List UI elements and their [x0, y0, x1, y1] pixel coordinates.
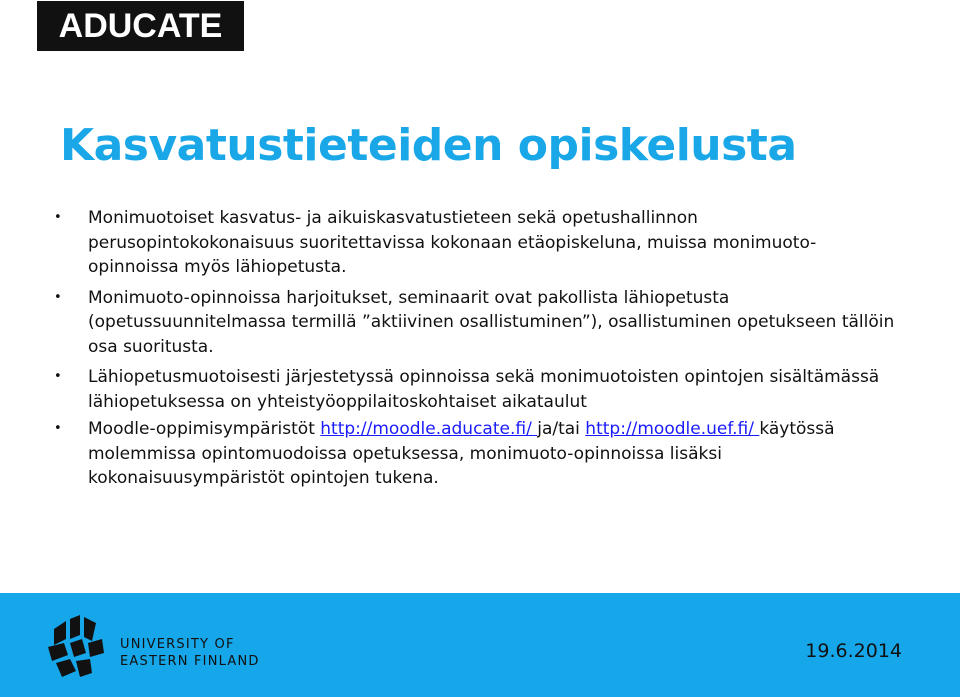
bullet-dot-icon: • [54, 421, 62, 436]
footer-bar [0, 593, 960, 697]
bullet-text-suffix: käytössä molemmissa opintomuodoissa opetuksessa, monimuoto-opinnoissa lisäksi kokonaisuusympäristöt opintojen tukena. [88, 419, 835, 488]
bullet-dot-icon: • [54, 369, 62, 384]
bullet-dot-icon: • [54, 210, 62, 225]
bullet-item [50, 417, 900, 491]
slide-date: 19.6.2014 [805, 640, 902, 662]
bullet-text: Monimuoto-opinnoissa harjoitukset, seminaarit ovat pakollista lähiopetusta (opetussuunnitelmassa termillä ”aktiivinen osallistuminen”), osallistuminen opetukseen tällöin osa suoritusta. [88, 287, 895, 357]
bullet-item [50, 286, 900, 360]
moodle-aducate-link[interactable]: http://moodle.aducate.fi/ [320, 419, 538, 439]
university-name-line2: EASTERN FINLAND [120, 654, 260, 669]
university-name-line1: UNIVERSITY OF [120, 637, 235, 652]
bullet-item [50, 206, 900, 280]
bullet-text: Monimuotoiset kasvatus- ja aikuiskasvatustieteen sekä opetushallinnon perusopintokokonaisuus suoritettavissa kokonaan etäopiskeluna, muissa monimuoto-opinnoissa myös lähiopetusta. [88, 208, 817, 277]
aducate-logo [37, 1, 244, 51]
aducate-logo-text: ADUCATE [58, 7, 223, 45]
bullet-text-prefix: Moodle-oppimisympäristöt [88, 419, 321, 439]
uef-logo-icon [46, 615, 108, 679]
bullet-text-middle: ja/tai [537, 419, 586, 439]
slide-title: Kasvatustieteiden opiskelusta [60, 120, 797, 171]
bullet-item [50, 365, 900, 414]
bullet-dot-icon: • [54, 289, 62, 305]
bullet-text: Lähiopetusmuotoisesti järjestetyssä opinnoissa sekä monimuotoisten opintojen sisältämässä lähiopetuksessa on yhteistyöoppilaitoskohtaiset aikataulut [88, 367, 880, 412]
moodle-uef-link[interactable]: http://moodle.uef.fi/ [585, 419, 760, 439]
bullet-list [50, 206, 900, 497]
